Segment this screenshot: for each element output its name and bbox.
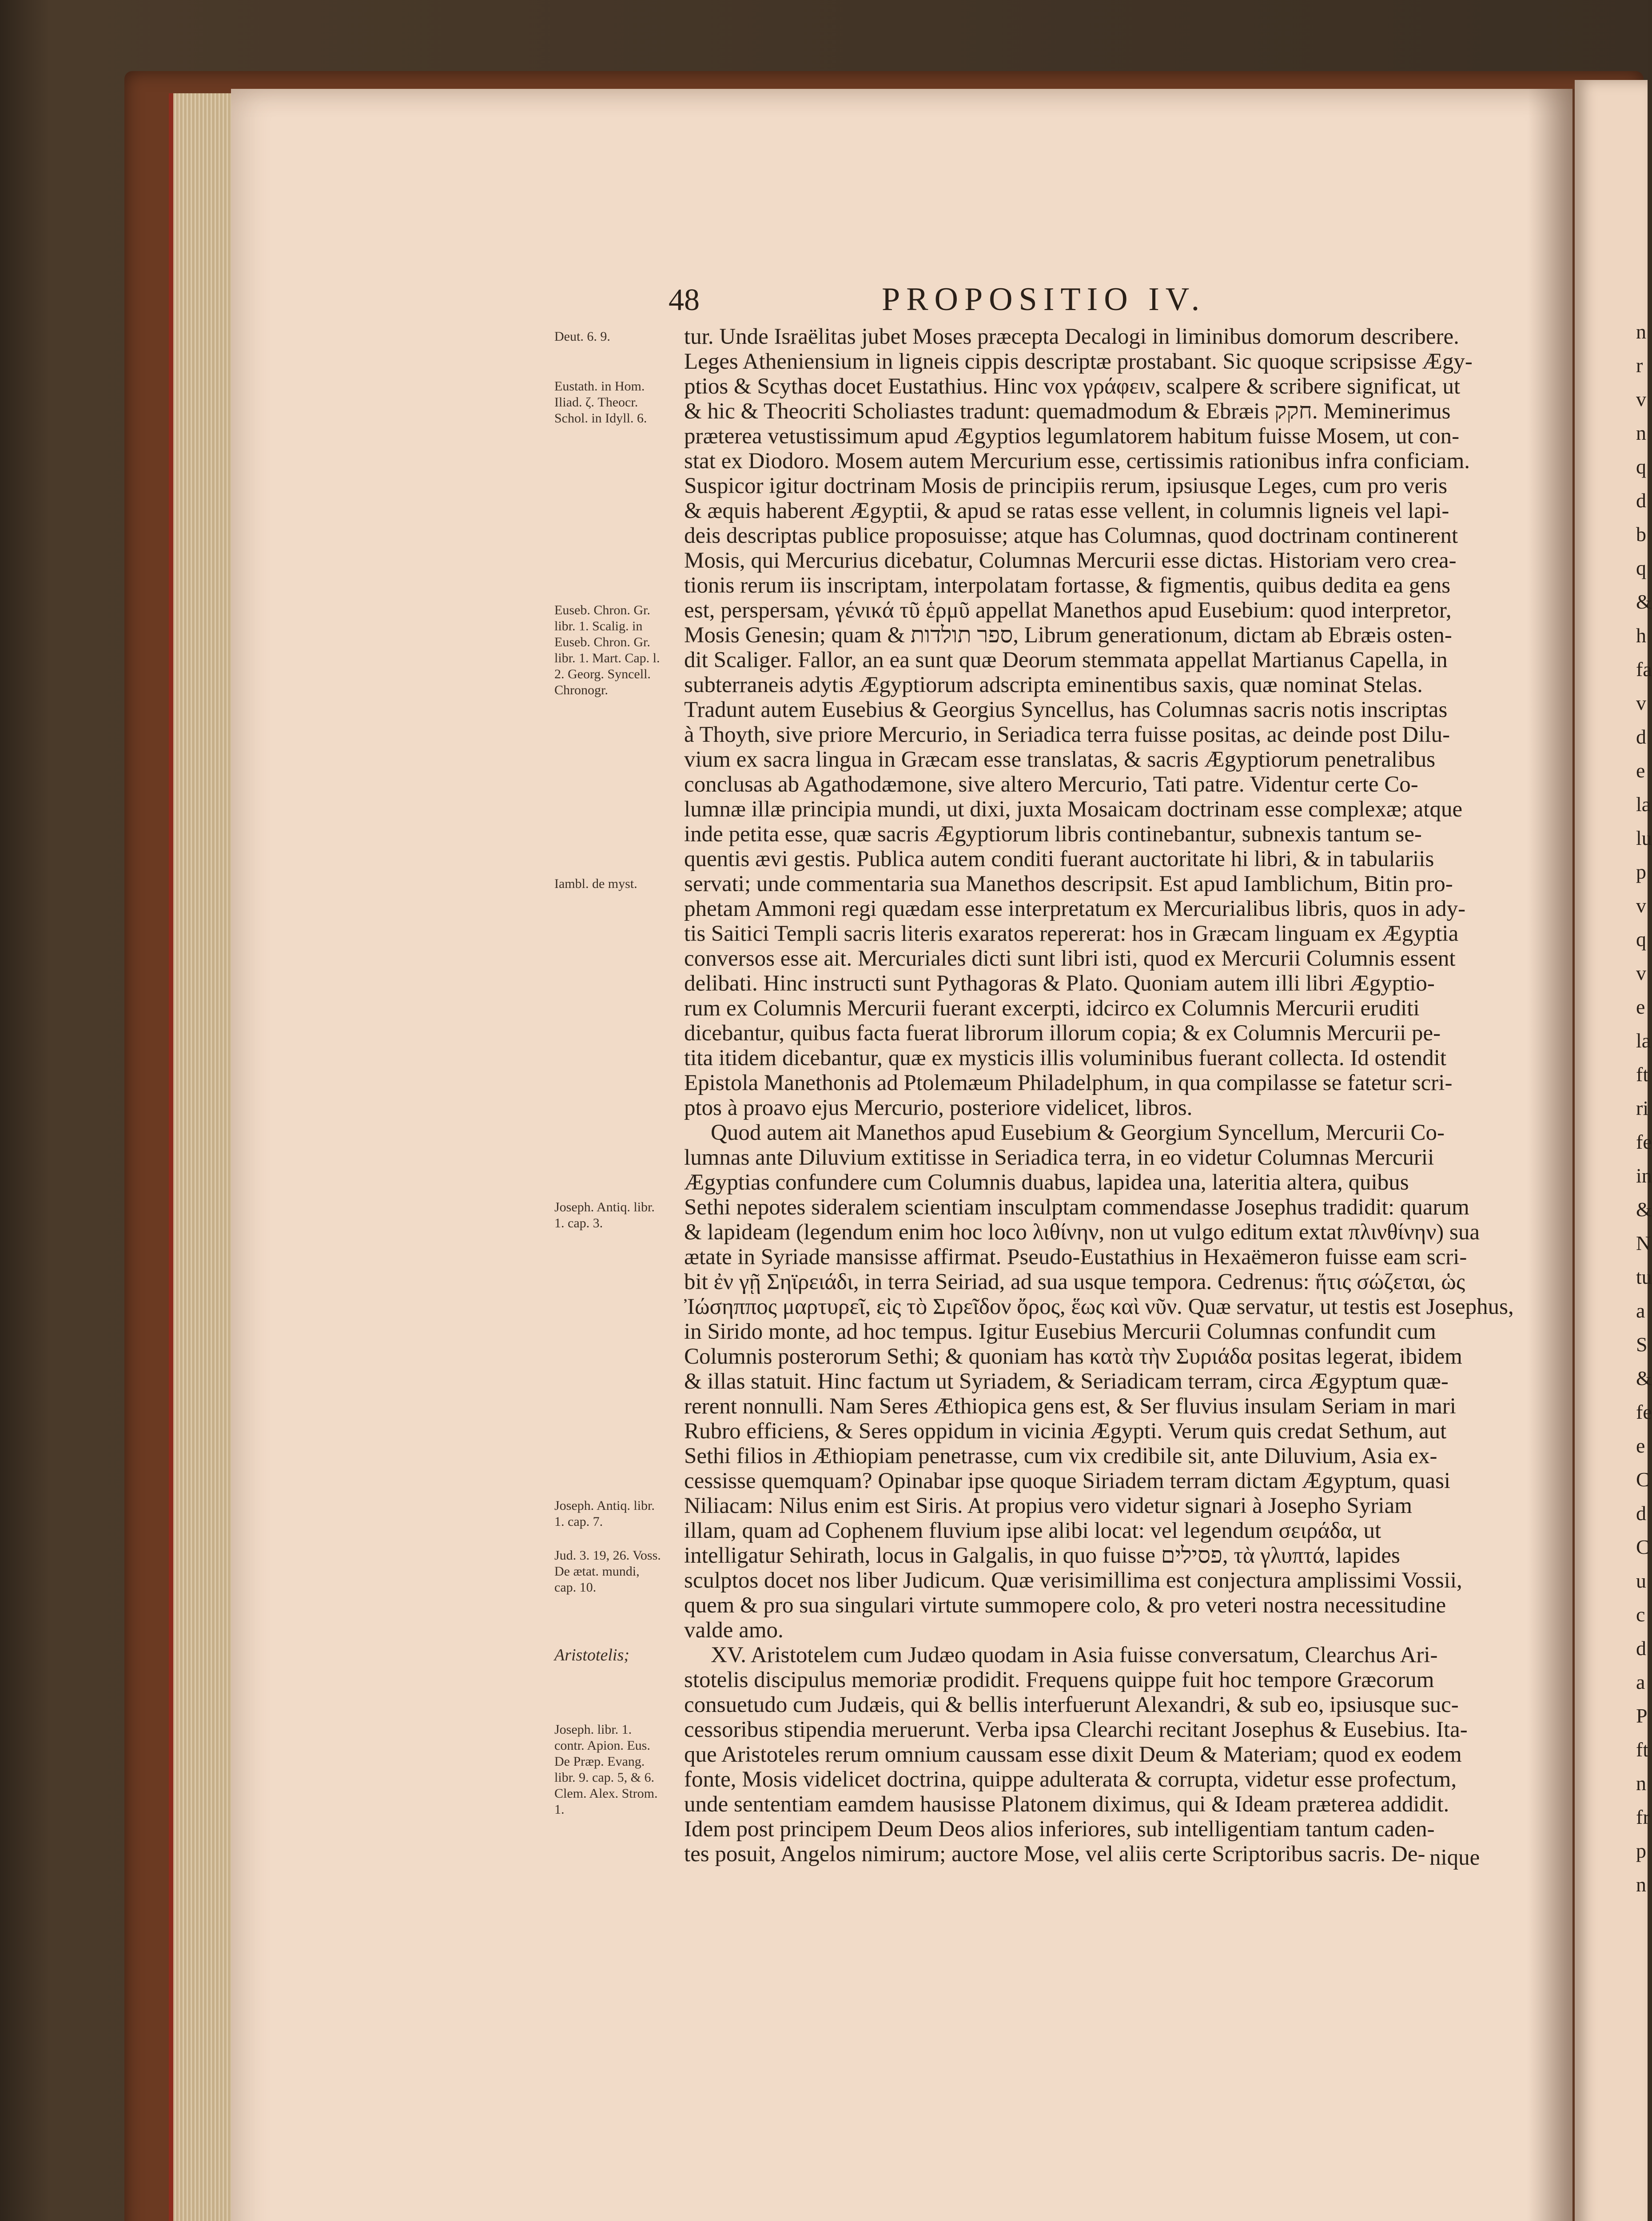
opposite-page-fragment: fa <box>1636 658 1652 681</box>
opposite-page-fragment: r <box>1636 354 1643 377</box>
text-line: conversos esse ait. Mercuriales dicti sunt libri isti, quod ex Mercurii Columnis essent <box>684 946 1456 971</box>
text-line: subterraneis adytis Ægyptiorum adscripta eminentibus saxis, quæ nominat Stelas. <box>684 673 1423 697</box>
margin-note: Joseph. Antiq. libr. 1. cap. 7. <box>554 1498 655 1529</box>
text-line: Epistola Manethonis ad Ptolemæum Philadelphum, in qua compilasse se fatetur scri- <box>684 1071 1453 1095</box>
text-line: præterea vetustissimum apud Ægyptios legumlatorem habitum fuisse Mosem, ut con- <box>684 424 1460 449</box>
opposite-page-fragment: e <box>1636 1434 1645 1457</box>
text-line: Tradunt autem Eusebius & Georgius Syncellus, has Columnas sacris notis inscriptas <box>684 697 1448 722</box>
text-line: Columnis posterorum Sethi; & quoniam has κατὰ τὴν Συριάδα positas legerat, ibidem <box>684 1344 1462 1369</box>
text-line: valde amo. <box>684 1618 784 1643</box>
text-line: Niliacam: Nilus enim est Siris. At propius vero videtur signari à Josepho Syriam <box>684 1493 1412 1518</box>
text-line: vium ex sacra lingua in Græcam esse translatas, & sacris Ægyptiorum penetralibus <box>684 747 1436 772</box>
text-line: cessoribus stipendia meruerunt. Verba ipsa Clearchi recitant Josephus & Eusebius. Ita- <box>684 1717 1468 1742</box>
opposite-page-fragment: v <box>1636 962 1646 984</box>
text-line: tis Saitici Templi sacris literis exaratos repererat: hos in Græcam linguam ex Ægyptia <box>684 921 1459 946</box>
text-line: conclusas ab Agathodæmone, sive altero Mercurio, Tati patre. Videntur certe Co- <box>684 772 1418 797</box>
text-line: Mosis Genesin; quam & ספר תולדות, Librum generationum, dictam ab Ebræis osten- <box>684 623 1452 648</box>
text-line: lumnæ illæ principia mundi, ut dixi, juxta Mosaicam doctrinam esse complexæ; atque <box>684 797 1463 822</box>
opposite-page-fragment: e <box>1636 759 1645 782</box>
opposite-page-fragment: d <box>1636 725 1646 748</box>
text-line: sculptos docet nos liber Judicum. Quæ verisimillima est conjectura amplissimi Vossii, <box>684 1568 1462 1593</box>
margin-note: Euseb. Chron. Gr. libr. 1. Scalig. in Euseb. Chron. Gr. libr. 1. Mart. Cap. l. 2. Georg. Syncell. Chronogr. <box>554 603 660 697</box>
opposite-page-fragment: fr <box>1636 1806 1650 1828</box>
opposite-page-fragment: d <box>1636 1637 1646 1660</box>
text-line: tes posuit, Angelos nimirum; auctore Mose, vel aliis certe Scriptoribus sacris. De- <box>684 1842 1425 1867</box>
text-line: Rubro efficiens, & Seres oppidum in vicinia Ægypti. Verum quis credat Sethum, aut <box>684 1419 1447 1444</box>
opposite-page-fragment: v <box>1636 388 1646 410</box>
opposite-page-fragment: d <box>1636 1502 1646 1524</box>
opposite-page-fragment: ri <box>1636 1097 1649 1119</box>
opposite-page-fragment: N <box>1636 1232 1651 1254</box>
text-line: quem & pro sua singulari virtute summopere colo, & pro veteri nostra necessitudine <box>684 1593 1446 1618</box>
opposite-page-edge <box>1575 80 1652 2221</box>
text-line: ætate in Syriade mansisse affirmat. Pseudo-Eustathius in Hexaëmeron fuisse eam scri- <box>684 1245 1467 1270</box>
opposite-page-fragment: v <box>1636 894 1646 917</box>
text-line: bit ἐν γῇ Σηϊρειάδι, in terra Seiriad, ad sua usque tempora. Cedrenus: ἥτις σώζεται, ὡς <box>684 1270 1465 1294</box>
text-line: XV. Aristotelem cum Judæo quodam in Asia fuisse conversatum, Clearchus Ari- <box>711 1643 1438 1668</box>
text-line: illam, quam ad Cophenem fluvium ipse alibi locat: vel legendum σειράδα, ut <box>684 1518 1381 1543</box>
opposite-page-fragment: p <box>1636 1839 1646 1862</box>
text-line: dit Scaliger. Fallor, an ea sunt quæ Deorum stemmata appellat Martianus Capella, in <box>684 648 1448 673</box>
text-line: Mosis, qui Mercurius dicebatur, Columnas Mercurii esse dictas. Historiam vero crea- <box>684 548 1457 573</box>
opposite-page-fragment: d <box>1636 489 1646 512</box>
text-line: & lapideam (legendum enim hoc loco λιθίνην, non ut vulgo editum extat πλινθίνην) sua <box>684 1220 1480 1245</box>
opposite-page-fragment: a <box>1636 1299 1645 1322</box>
text-line: inde petita esse, quæ sacris Ægyptiorum libris continebantur, subnexis tantum se- <box>684 822 1422 847</box>
text-line: lumnas ante Diluvium extitisse in Seriadica terra, in eo videtur Columnas Mercurii <box>684 1145 1434 1170</box>
opposite-page-fragment: C <box>1636 1536 1650 1558</box>
opposite-page-fragment: q <box>1636 928 1646 951</box>
catchword: nique <box>1429 1845 1480 1870</box>
margin-note: Aristotelis; <box>554 1646 629 1664</box>
text-line: & hic & Theocriti Scholiastes tradunt: quemadmodum & Ebræis חקק. Meminerimus <box>684 399 1451 424</box>
gilt-page-edges <box>169 93 235 2221</box>
text-line: Ἰώσηππος μαρτυρεῖ, εἰς τὸ Σιρεῖδον ὄρος, ἕως καὶ νῦν. Quæ servatur, ut testis est Josephus, <box>684 1294 1514 1319</box>
gutter-shadow <box>1528 89 1575 2221</box>
opposite-page-fragment: tu <box>1636 1266 1652 1288</box>
opposite-page-fragment: fe <box>1636 1130 1652 1153</box>
text-line: consuetudo cum Judæis, qui & bellis interfuerunt Alexandri, & sub eo, ipsiusque suc- <box>684 1692 1459 1717</box>
opposite-page-fragment: h <box>1636 624 1646 647</box>
text-line: intelligatur Sehirath, locus in Galgalis, in quo fuisse פסילים, τὰ γλυπτά, lapides <box>684 1543 1400 1568</box>
opposite-page-fragment: e <box>1636 995 1645 1018</box>
text-line: rum ex Columnis Mercurii fuerant excerpti, idcirco ex Columnis Mercurii eruditi <box>684 996 1420 1021</box>
text-line: rerent nonnulli. Nam Seres Æthiopica gens est, & Ser fluvius insulam Seriam in mari <box>684 1394 1456 1419</box>
margin-note: Eustath. in Hom. Iliad. ζ. Theocr. Schol. in Idyll. 6. <box>554 379 647 426</box>
opposite-page-fragment: c <box>1636 1603 1645 1626</box>
text-line: Suspicor igitur doctrinam Mosis de principiis rerum, ipsiusque Leges, cum pro veris <box>684 474 1448 498</box>
opposite-page-fragment: ft <box>1636 1063 1649 1086</box>
text-line: & æquis haberent Ægyptii, & apud se ratas esse vellent, in columnis ligneis vel lapi- <box>684 498 1449 523</box>
text-line: Sethi nepotes sideralem scientiam insculptam commendasse Josephus tradidit: quarum <box>684 1195 1469 1220</box>
text-line: stotelis discipulus memoriæ prodidit. Frequens quippe fuit hoc tempore Græcorum <box>684 1668 1434 1692</box>
opposite-page-fragment: a <box>1636 1671 1645 1693</box>
text-line: Idem post principem Deum Deos alios inferiores, sub intelligentiam tantum caden- <box>684 1817 1435 1842</box>
text-line: quentis ævi gestis. Publica autem conditi fuerant auctoritate hi libri, & in tabulariis <box>684 847 1434 872</box>
text-line: tita itidem dicebantur, quæ ex mysticis illis voluminibus fuerant collecta. Id ostendit <box>684 1046 1447 1071</box>
text-line: fonte, Mosis videlicet doctrina, quippe adulterata & corrupta, videtur esse profectum, <box>684 1767 1457 1792</box>
margin-note: Iambl. de myst. <box>554 876 637 891</box>
text-line: Quod autem ait Manethos apud Eusebium & Georgium Syncellum, Mercurii Co- <box>711 1120 1445 1145</box>
opposite-page-fragment: la <box>1636 793 1651 816</box>
opposite-page-fragment: b <box>1636 523 1646 545</box>
text-line: Ægyptias confundere cum Columnis duabus, lapidea una, lateritia altera, quibus <box>684 1170 1409 1195</box>
page-number: 48 <box>669 283 700 317</box>
text-line: que Aristoteles rerum omnium caussam esse dixit Deum & Materiam; quod ex eodem <box>684 1742 1462 1767</box>
margin-note: Joseph. Antiq. libr. 1. cap. 3. <box>554 1200 655 1230</box>
opposite-page-fragment: u <box>1636 1569 1646 1592</box>
opposite-page-fragment: & <box>1636 590 1652 613</box>
opposite-page-fragment: la <box>1636 1029 1651 1052</box>
opposite-page-fragment: C <box>1636 1468 1650 1491</box>
text-line: phetam Ammoni regi quædam esse interpretatum ex Mercurialibus libris, quos in ady- <box>684 896 1466 921</box>
text-line: delibati. Hinc instructi sunt Pythagoras & Plato. Quoniam autem illi libri Ægyptio- <box>684 971 1435 996</box>
opposite-page-fragment: n <box>1636 422 1646 444</box>
text-line: ptos à proavo ejus Mercurio, posteriore videlicet, libros. <box>684 1095 1193 1120</box>
opposite-page-fragment: v <box>1636 692 1646 714</box>
margin-note: Joseph. libr. 1. contr. Apion. Eus. De Præp. Evang. libr. 9. cap. 5, & 6. Clem. Alex. Strom. 1. <box>554 1722 658 1817</box>
text-line: stat ex Diodoro. Mosem autem Mercurium esse, certissimis rationibus infra conficiam. <box>684 449 1470 474</box>
opposite-page-fragment: n <box>1636 1772 1646 1795</box>
opposite-page-fragment: p <box>1636 860 1646 883</box>
text-line: est, perspersam, γένικά τῦ ἑρμῦ appellat Manethos apud Eusebium: quod interpretor, <box>684 598 1452 623</box>
opposite-page-fragment: & <box>1636 1367 1652 1389</box>
opposite-page-fragment: lu <box>1636 827 1652 849</box>
text-line: unde sententiam eamdem hausisse Platonem diximus, qui & Ideam præterea addidit. <box>684 1792 1449 1817</box>
margin-note: Jud. 3. 19, 26. Voss. De ætat. mundi, cap. 10. <box>554 1548 661 1595</box>
text-line: tionis rerum iis inscriptam, interpolatam fortasse, & figmentis, quibus dedita ea gens <box>684 573 1451 598</box>
opposite-page-fragment: fe <box>1636 1401 1652 1423</box>
text-line: dicebantur, quibus facta fuerat librorum illorum copia; & ex Columnis Mercurii pe- <box>684 1021 1441 1046</box>
text-line: à Thoyth, sive priore Mercurio, in Seriadica terra fuisse positas, ac deinde post Dilu- <box>684 722 1450 747</box>
opposite-page-fragment: P <box>1636 1704 1648 1727</box>
running-head: PROPOSITIO IV. <box>882 281 1206 318</box>
text-line: in Sirido monte, ad hoc tempus. Igitur Eusebius Mercurii Columnas confundit cum <box>684 1319 1436 1344</box>
text-line: servati; unde commentaria sua Manethos descripsit. Est apud Iamblichum, Bitin pro- <box>684 872 1453 896</box>
text-line: & illas statuit. Hinc factum ut Syriadem, & Seriadicam terram, circa Ægyptum quæ- <box>684 1369 1449 1394</box>
opposite-page-fragment: q <box>1636 455 1646 478</box>
opposite-page-fragment: S <box>1636 1333 1648 1356</box>
text-line: tur. Unde Israëlitas jubet Moses præcepta Decalogi in liminibus domorum describere. <box>684 324 1459 349</box>
opposite-page-fragment: & <box>1636 1198 1652 1221</box>
text-line: Sethi filios in Æthiopiam penetrasse, cum vix credibile sit, ante Diluvium, Asia ex- <box>684 1444 1437 1469</box>
text-line: deis descriptas publice proposuisse; atque has Columnas, quod doctrinam continerent <box>684 523 1458 548</box>
opposite-page-fragment: n <box>1636 1873 1646 1896</box>
opposite-page-fragment: n <box>1636 320 1646 343</box>
text-line: Leges Atheniensium in ligneis cippis descriptæ prostabant. Sic quoque scripsisse Ægy- <box>684 349 1473 374</box>
text-line: ptios & Scythas docet Eustathius. Hinc vox γράφειν, scalpere & scribere significat, ut <box>684 374 1461 399</box>
opposite-page-fragment: in <box>1636 1164 1652 1187</box>
opposite-page-fragment: q <box>1636 557 1646 579</box>
margin-note: Deut. 6. 9. <box>554 329 610 344</box>
text-line: cessisse quemquam? Opinabar ipse quoque Siriadem terram dictam Ægyptum, quasi <box>684 1469 1451 1493</box>
opposite-page-fragment: ft <box>1636 1738 1649 1761</box>
